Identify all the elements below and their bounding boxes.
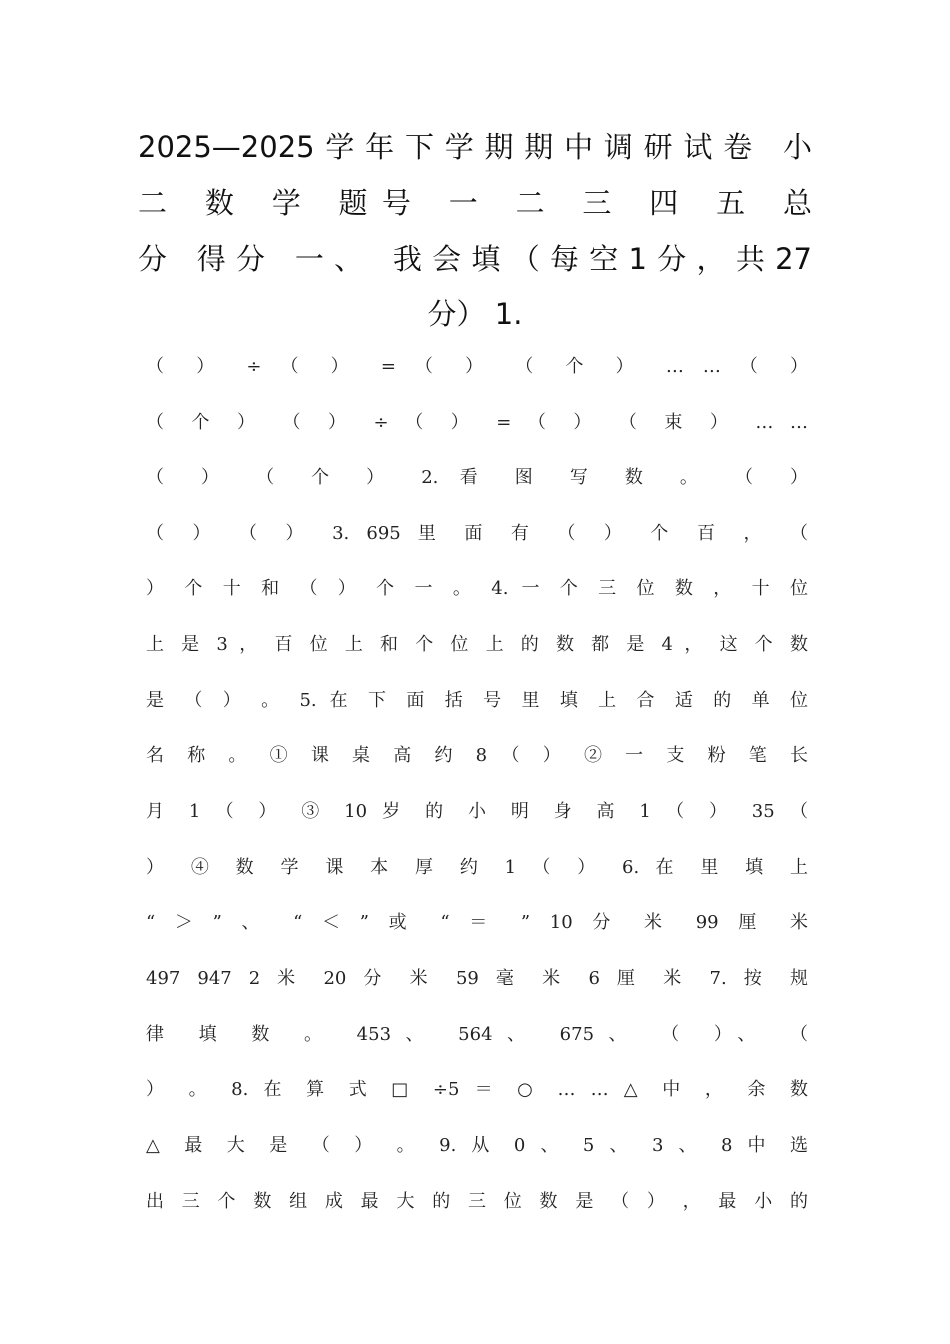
body-line-4: （ ） （ ） 3. 695 里 面 有 （ ） 个 百 ， （: [146, 523, 808, 544]
body-line-8: 名 称 。 ① 课 桌 高 约 8 （ ） ② 一 支 粉 笔 长: [146, 745, 808, 766]
title-line-3: 分 得分 一、 我会填（每空1分，共27: [138, 242, 812, 276]
body-line-13: 律 填 数 。 453、 564、 675、 （ ）、 （: [146, 1024, 808, 1045]
body-line-1: （ ） ÷ （ ） = （ ） （ 个 ） … … （ ）: [146, 356, 808, 377]
body-line-11: “ ＞ ” 、 “ ＜ ” 或 “ ＝ ” 10 分 米 99 厘 米: [146, 912, 808, 933]
title-line-4: 分） 1.: [427, 297, 523, 331]
title-line-1: 2025—2025学年下学期期中调研试卷 小: [138, 130, 812, 164]
body-line-6: 上 是 3 ， 百 位 上 和 个 位 上 的 数 都 是 4 ， 这 个 数: [146, 634, 808, 655]
body-line-3: （ ） （ 个 ） 2. 看 图 写 数 。 （ ）: [146, 467, 808, 488]
body-line-10: ） ④ 数 学 课 本 厚 约 1 （ ） 6. 在 里 填 上: [146, 857, 808, 878]
body-line-7: 是 （ ） 。 5. 在 下 面 括 号 里 填 上 合 适 的 单 位: [146, 690, 808, 711]
body-line-12: 497 947 2 米 20 分 米 59 毫 米 6 厘 米 7. 按 规: [146, 968, 808, 989]
body-line-15: △ 最 大 是 （ ） 。 9. 从 0 、 5 、 3 、 8 中 选: [146, 1135, 808, 1156]
body-line-5: ） 个 十 和 （ ） 个 一 。 4. 一 个 三 位 数 ， 十 位: [146, 578, 808, 599]
title-line-2: 二 数 学 题号 一 二 三 四 五 总: [138, 186, 812, 220]
body-line-16: 出 三 个 数 组 成 最 大 的 三 位 数 是 （ ） ， 最 小 的: [146, 1191, 808, 1212]
body-line-9: 月 1 （ ） ③ 10 岁 的 小 明 身 高 1 （ ） 35 （: [146, 801, 808, 822]
body-line-2: （ 个 ） （ ） ÷ （ ） = （ ） （ 束 ） … …: [146, 412, 808, 433]
body-line-14: ） 。 8. 在 算 式 □ ÷5 ＝ ○ … … △ 中 ， 余 数: [146, 1079, 808, 1100]
